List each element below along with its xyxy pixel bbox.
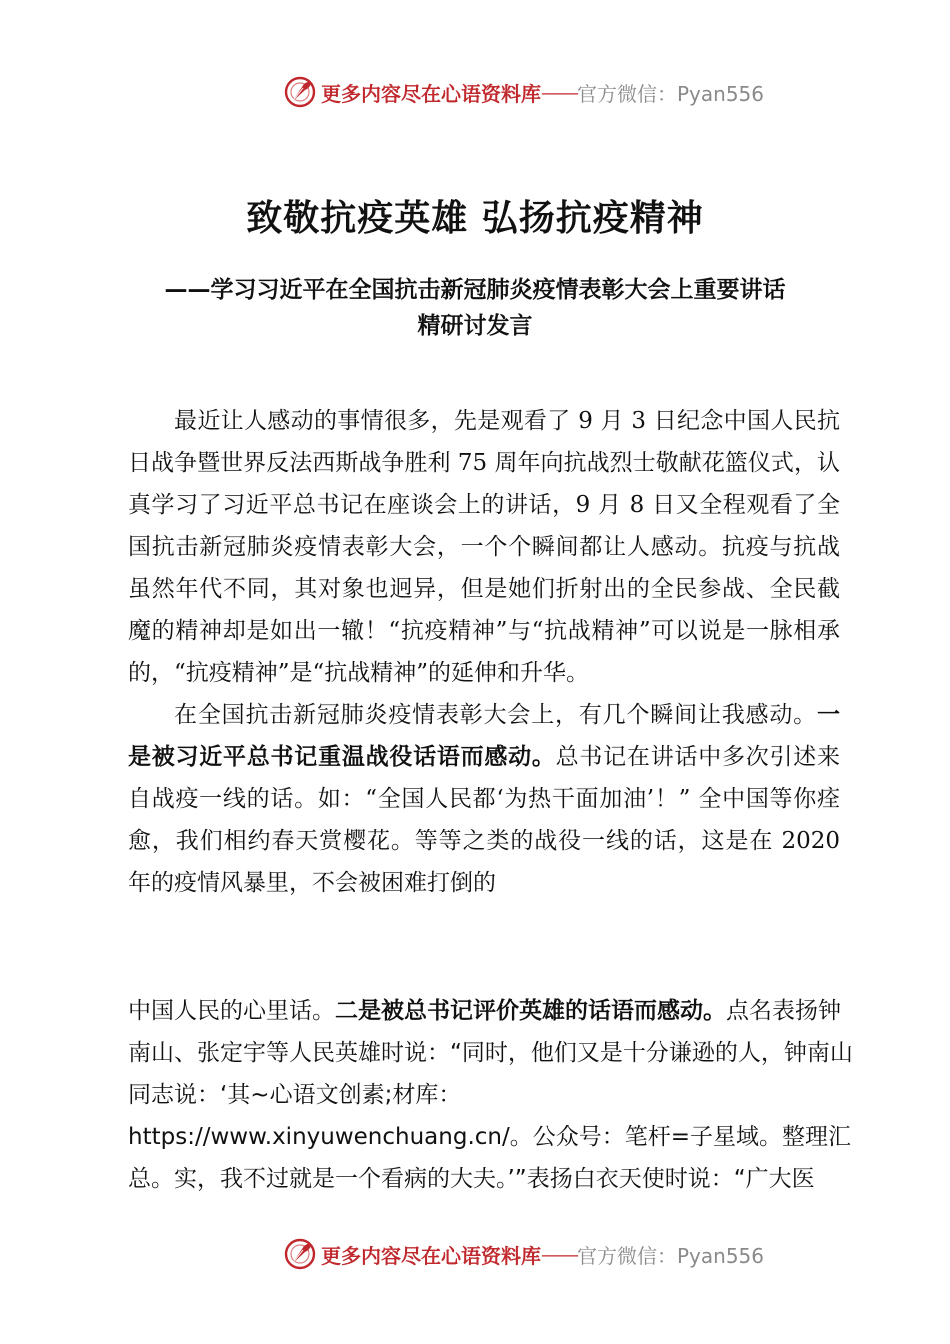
quill-pen-logo-icon	[283, 1237, 317, 1271]
paragraph-2-body: 总书记在讲话中多次引述来自战疫一线的话。如：“全国人民都‘为热干面加油’！” 全中国等你痊愈，我们相约春天赏樱花。等等之类的战役一线的话，这是在 2020 年的疫情风暴里，不会被困难打倒的	[128, 744, 841, 896]
footer-banner-dash: ——	[541, 1242, 577, 1266]
paragraph-3-dian: 点	[726, 998, 749, 1024]
page-title: 致敬抗疫英雄 弘扬抗疫精神	[246, 197, 704, 239]
paragraph-3-intro: 中国人民的心里话。	[128, 998, 335, 1024]
paragraph-2-bold: 一是被习近平总书记重温战役话语而感动。	[128, 702, 840, 770]
paragraph-3	[128, 990, 853, 1200]
footer-banner-wechat-text: 官方微信：Pyan556	[577, 1243, 765, 1268]
subtitle-line-1: ——学习习近平在全国抗击新冠肺炎疫情表彰大会上重要讲话	[164, 277, 786, 303]
header-banner	[283, 75, 764, 109]
footer-banner	[283, 1237, 764, 1271]
banner-dash: ——	[541, 80, 577, 104]
page-subtitle	[0, 272, 950, 344]
paragraph-2	[128, 694, 840, 904]
paragraph-2-intro: 在全国抗击新冠肺炎疫情表彰大会上，有几个瞬间让我感动。	[174, 702, 817, 728]
body-text	[128, 400, 840, 904]
paragraph-1: 最近让人感动的事情很多，先是观看了 9 月 3 日纪念中国人民抗日战争暨世界反法西斯战争胜利 75 周年向抗战烈士敬献花篮仪式，认真学习了习近平总书记在座谈会上的讲话，9 月 8 日又全程观看了全国抗击新冠肺炎疫情表彰大会，一个个瞬间都让人感动。抗疫与抗战虽然年代不同，其对象也迥异，但是她们折射出的全民参战、全民截魔的精神却是如出一辙！“抗疫精神”与“抗战精神”可以说是一脉相承的，“抗疫精神”是“抗战精神”的延伸和升华。	[128, 408, 840, 686]
footer-banner-main-text: 更多内容尽在心语资料库	[321, 1243, 541, 1268]
banner-main-text: 更多内容尽在心语资料库	[321, 81, 541, 106]
paragraph-3-body: 名表扬钟南山、张定宇等人民英雄时说：“同时，他们又是十分谦逊的人，钟南山同志说：‘其~心语文创素;材库：https://www.xinyuwenchuang.cn/。公众号：笔杆=子星域。整理汇总。实，我不过就是一个看病的大夫。’”表扬白衣天使时说：“广大医	[128, 998, 853, 1192]
paragraph-3-bold: 二是被总书记评价英雄的话语而感动。	[335, 998, 726, 1024]
banner-wechat-text: 官方微信：Pyan556	[577, 81, 765, 106]
subtitle-line-2: 精研讨发言	[417, 313, 533, 339]
quill-pen-logo-icon	[283, 75, 317, 109]
